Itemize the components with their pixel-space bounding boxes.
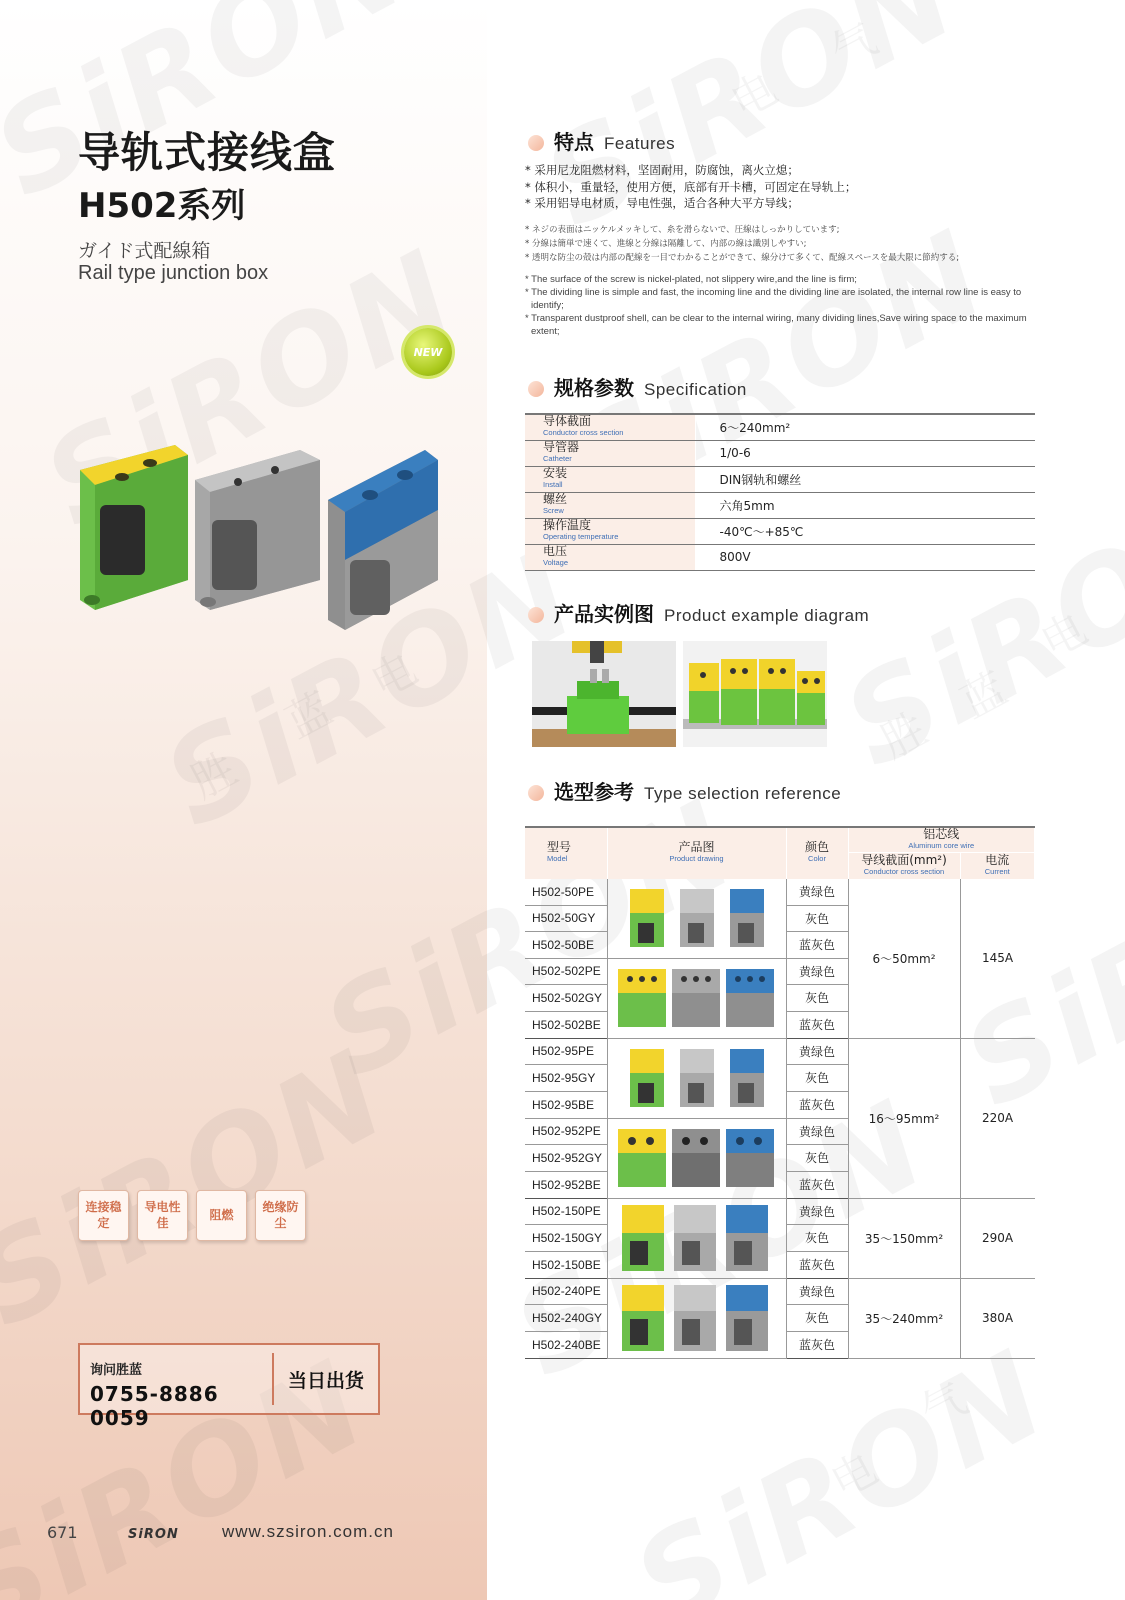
color-cell: 蓝灰色 <box>786 1171 848 1198</box>
selection-title-cn: 选型参考 <box>554 780 634 804</box>
product-drawing-cell <box>607 1118 786 1198</box>
spec-value: 800V <box>695 544 1035 570</box>
section-cell: 16～95mm² <box>848 1038 960 1198</box>
drawing-double-blocks <box>608 1119 786 1195</box>
spec-key-en: Screw <box>543 506 564 515</box>
model-cell: H502-502GY <box>525 985 607 1012</box>
spec-value: 1/0-6 <box>695 440 1035 466</box>
feature-line: * ネジの表面はニッケルメッキして、糸を滑らないで、圧線はしっかりしています; <box>525 225 840 235</box>
watermark-char <box>948 653 1017 730</box>
feature-line: * Transparent dustproof shell, can be clear to the internal wiring, many dividing lines,Save wiring space to the maximum extent; <box>525 313 1027 337</box>
feature-line: * The dividing line is simple and fast, the incoming line and the dividing line are isolated, the internal row line is easy to identify; <box>525 287 1022 311</box>
feature-line: * 透明な防尘の殻は内部の配線を一目でわかることができて、線分けて多くて、配線スペースを最大限に節約する; <box>525 253 960 263</box>
current-cell: 145A <box>960 879 1035 1039</box>
spec-key-en: Catheter <box>543 454 572 463</box>
badge-flame-retardant: 阻燃 <box>196 1190 247 1241</box>
spec-key-cn: 导管器 <box>543 440 580 454</box>
section-cell: 6～50mm² <box>848 879 960 1039</box>
feature-badges <box>78 1190 306 1241</box>
features-title-cn: 特点 <box>554 130 594 154</box>
header-section: 导线截面(mm²) Conductor cross section <box>848 853 960 879</box>
feature-line: * 采用尼龙阻燃材料，坚固耐用，防腐蚀，离火立熄； <box>525 163 799 177</box>
feature-line: * 体积小，重量轻，使用方便，底部有开卡槽，可固定在导轨上； <box>525 179 857 194</box>
spec-heading <box>528 372 747 401</box>
hero-product-image <box>70 430 450 640</box>
color-cell: 灰色 <box>786 1225 848 1252</box>
spec-value: 6～240mm² <box>695 414 1035 440</box>
model-cell: H502-50PE <box>525 879 607 906</box>
header-current: 电流 Current <box>960 853 1035 879</box>
spec-row <box>525 414 1035 440</box>
color-cell: 黄绿色 <box>786 1198 848 1225</box>
color-cell: 灰色 <box>786 1065 848 1092</box>
header-aluminum-group: 铝芯线 Aluminum core wire <box>848 827 1035 853</box>
subtitle-jp: ガイド式配線箱 <box>78 240 211 262</box>
badge-stable-connection: 连接稳定 <box>78 1190 129 1241</box>
header-color: 颜色 Color <box>786 827 848 879</box>
feature-line: * 分線は簡単で速くて、進線と分線は隔離して、内部の線は識別しやすい; <box>525 239 807 249</box>
page-title: 导轨式接线盒 <box>78 128 337 177</box>
selection-title-en: Type selection reference <box>644 784 842 803</box>
contact-phone: 0755-8886 0059 <box>90 1382 219 1430</box>
features-jp <box>525 223 959 265</box>
feature-line: * 采用铝导电材质，导电性强，适合各种大平方导线； <box>525 196 799 210</box>
drawing-large-blocks <box>608 1279 786 1355</box>
spec-row <box>525 492 1035 518</box>
watermark-char <box>718 53 787 130</box>
spec-key-cn: 操作温度 <box>543 518 592 532</box>
color-cell: 灰色 <box>786 985 848 1012</box>
example-photo-rail-row <box>683 641 827 747</box>
example-title-cn: 产品实例图 <box>554 602 654 626</box>
product-drawing-cell <box>607 1038 786 1118</box>
model-cell: H502-952PE <box>525 1118 607 1145</box>
features-cn <box>525 162 856 212</box>
spec-key-cn: 安装 <box>543 466 568 480</box>
feature-line: * The surface of the screw is nickel-plated, not slippery wire,and the line is firm; <box>525 274 857 285</box>
series-title: H502系列 <box>78 186 246 226</box>
bullet-dot-icon <box>528 607 544 623</box>
table-row <box>525 1038 1035 1065</box>
contact-label: 询问胜蓝 <box>90 1363 143 1378</box>
model-cell: H502-952BE <box>525 1171 607 1198</box>
terminal-block-gray <box>195 450 320 610</box>
color-cell: 蓝灰色 <box>786 1251 848 1278</box>
selection-heading <box>528 776 841 805</box>
spec-key-cn: 螺丝 <box>543 492 568 506</box>
header-model: 型号 Model <box>525 827 607 879</box>
subtitle-en: Rail type junction box <box>78 262 269 284</box>
bullet-dot-icon <box>528 135 544 151</box>
badge-insulation: 绝缘防尘 <box>255 1190 306 1241</box>
spec-key-cn: 导体截面 <box>543 414 592 429</box>
example-photo-installed <box>532 641 676 747</box>
terminal-block-yellow-green <box>80 445 188 610</box>
drawing-double-blocks <box>608 959 786 1035</box>
color-cell: 蓝灰色 <box>786 932 848 959</box>
header-drawing: 产品图 Product drawing <box>607 827 786 879</box>
spec-row <box>525 544 1035 570</box>
spec-key-cn: 电压 <box>543 544 568 558</box>
example-title-en: Product example diagram <box>664 606 870 625</box>
color-cell: 黄绿色 <box>786 1278 848 1305</box>
model-cell: H502-95BE <box>525 1091 607 1118</box>
selection-table <box>525 826 1035 1359</box>
model-cell: H502-95PE <box>525 1038 607 1065</box>
model-cell: H502-50BE <box>525 932 607 959</box>
spec-row <box>525 440 1035 466</box>
current-cell: 380A <box>960 1278 1035 1358</box>
spec-title-en: Specification <box>644 380 747 399</box>
spec-value: 六角5mm <box>695 492 1035 518</box>
watermark-char <box>868 693 937 770</box>
section-cell: 35～240mm² <box>848 1278 960 1358</box>
product-drawing-cell <box>607 1198 786 1278</box>
spec-table <box>525 413 1035 571</box>
model-cell: H502-150GY <box>525 1225 607 1252</box>
color-cell: 黄绿色 <box>786 958 848 985</box>
color-cell: 灰色 <box>786 905 848 932</box>
color-cell: 黄绿色 <box>786 1118 848 1145</box>
model-cell: H502-150PE <box>525 1198 607 1225</box>
color-cell: 蓝灰色 <box>786 1011 848 1038</box>
watermark-char <box>908 1363 977 1440</box>
spec-value: -40℃～+85℃ <box>695 518 1035 544</box>
table-row <box>525 1198 1035 1225</box>
table-row <box>525 879 1035 906</box>
model-cell: H502-502PE <box>525 958 607 985</box>
color-cell: 灰色 <box>786 1145 848 1172</box>
model-cell: H502-95GY <box>525 1065 607 1092</box>
model-cell: H502-952GY <box>525 1145 607 1172</box>
current-cell: 220A <box>960 1038 1035 1198</box>
color-cell: 黄绿色 <box>786 1038 848 1065</box>
brand-logo: SiRON <box>128 1527 179 1542</box>
features-heading <box>528 126 675 155</box>
spec-value: DIN钢轨和螺丝 <box>695 466 1035 492</box>
product-drawing-cell <box>607 1278 786 1358</box>
watermark-char <box>818 3 887 80</box>
table-row <box>525 1278 1035 1305</box>
spec-key-en: Voltage <box>543 558 569 567</box>
watermark-char <box>1028 593 1097 670</box>
shipping-note: 当日出货 <box>287 1369 364 1392</box>
model-cell: H502-240GY <box>525 1305 607 1332</box>
drawing-single-blocks <box>608 879 786 955</box>
model-cell: H502-240BE <box>525 1331 607 1358</box>
spec-key-en: Install <box>543 480 563 489</box>
terminal-block-blue-gray <box>328 450 438 630</box>
page-number: 671 <box>47 1523 78 1542</box>
watermark-char <box>818 1433 887 1510</box>
features-en <box>525 273 1045 338</box>
spec-key-en: Conductor cross section <box>543 428 624 438</box>
model-cell: H502-502BE <box>525 1011 607 1038</box>
watermark <box>613 1324 1069 1600</box>
product-drawing-cell <box>607 958 786 1038</box>
spec-row <box>525 466 1035 492</box>
badge-conductivity: 导电性佳 <box>137 1190 188 1241</box>
color-cell: 蓝灰色 <box>786 1331 848 1358</box>
website-url: www.szsiron.com.cn <box>222 1522 394 1541</box>
color-cell: 蓝灰色 <box>786 1091 848 1118</box>
model-cell: H502-240PE <box>525 1278 607 1305</box>
section-cell: 35～150mm² <box>848 1198 960 1278</box>
current-cell: 290A <box>960 1198 1035 1278</box>
drawing-large-blocks <box>608 1199 786 1275</box>
contact-box <box>78 1343 380 1430</box>
model-cell: H502-50GY <box>525 905 607 932</box>
color-cell: 灰色 <box>786 1305 848 1332</box>
bullet-dot-icon <box>528 381 544 397</box>
spec-row <box>525 518 1035 544</box>
new-badge: NEW <box>404 328 452 376</box>
features-title-en: Features <box>604 134 676 153</box>
product-drawing-cell <box>607 879 786 959</box>
bullet-dot-icon <box>528 785 544 801</box>
drawing-single-blocks <box>608 1039 786 1115</box>
model-cell: H502-150BE <box>525 1251 607 1278</box>
example-heading <box>528 598 869 627</box>
spec-key-en: Operating temperature <box>543 532 619 541</box>
color-cell: 黄绿色 <box>786 879 848 906</box>
spec-title-cn: 规格参数 <box>554 376 634 400</box>
